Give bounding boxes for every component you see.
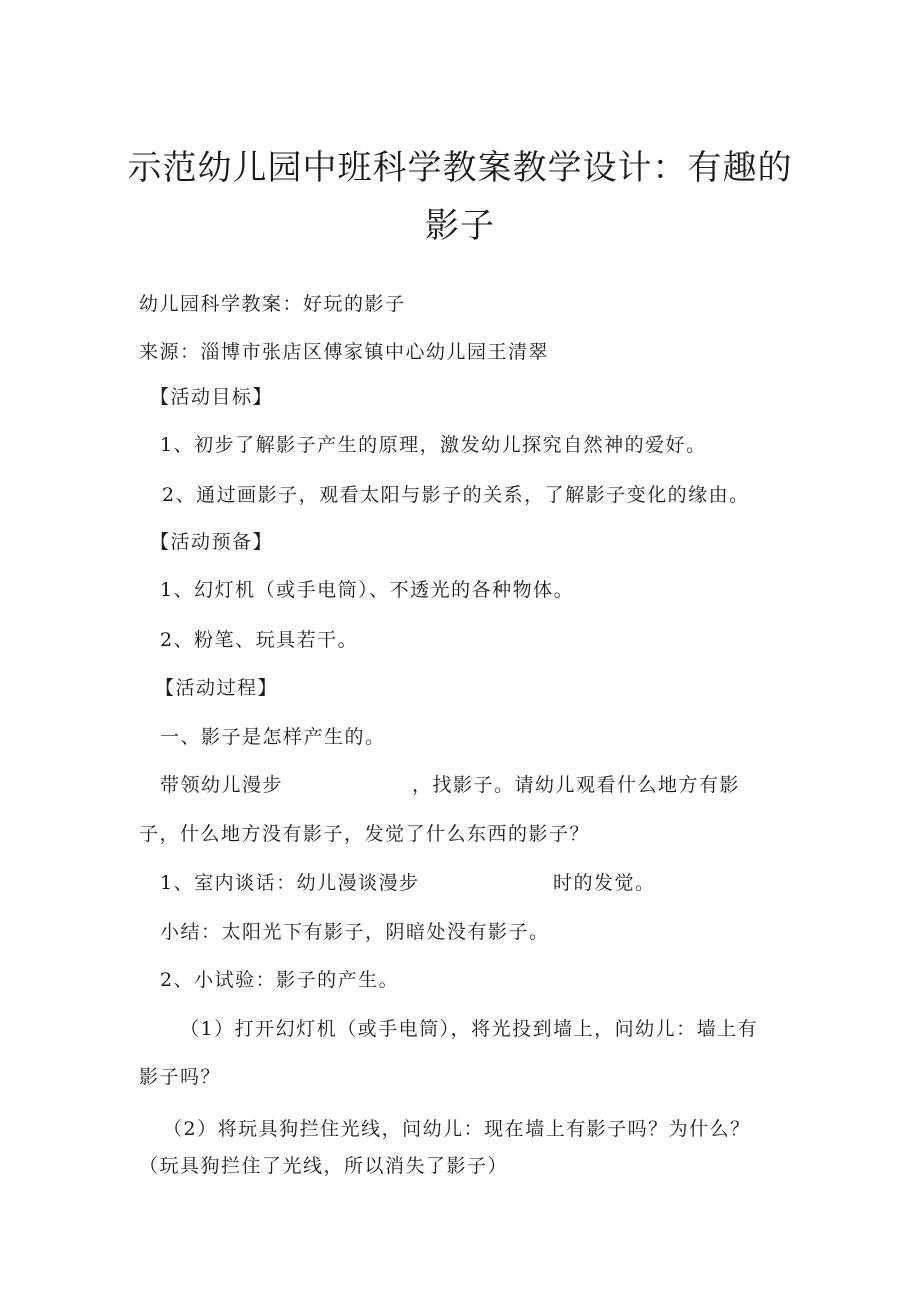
section-heading-process: 【活动过程】 [155, 677, 279, 699]
title-line-2: 影子 [425, 206, 495, 246]
talk-text-part-2: 时的发觉。 [553, 872, 656, 894]
section-heading-prep: 【活动预备】 [150, 531, 274, 553]
source-line: 来源：淄博市张店区傅家镇中心幼儿园王清翠 [139, 341, 550, 363]
walk-text-part-2: ，找影子。请幼儿观看什么地方有影 [412, 774, 741, 796]
step-1-heading: 一、影子是怎样产生的。 [160, 726, 386, 748]
talk-text-part-1: 1、室内谈话：幼儿漫谈漫步 [160, 872, 420, 894]
subtitle: 幼儿园科学教案：好玩的影子 [139, 293, 406, 315]
goal-item-2: 2、通过画影子，观看太阳与影子的关系，了解影子变化的缘由。 [162, 484, 750, 506]
experiment-2-line-2: （玩具狗拦住了光线，所以消失了影子） [139, 1155, 509, 1177]
experiment-1-line-2: 影子吗？ [139, 1066, 222, 1088]
summary-line: 小结：太阳光下有影子，阴暗处没有影子。 [160, 921, 550, 943]
prep-item-2: 2、粉笔、玩具若干。 [160, 629, 359, 651]
walk-text-part-3: 子，什么地方没有影子，发觉了什么东西的影子？ [139, 823, 591, 845]
prep-item-1: 1、幻灯机（或手电筒）、不透光的各种物体。 [160, 579, 575, 601]
experiment-2-line-1: （2）将玩具狗拦住光线，问幼儿：现在墙上有影子吗？为什么？ [163, 1118, 751, 1140]
experiment-1-line-1: （1）打开幻灯机（或手电筒），将光投到墙上，问幼儿：墙上有 [180, 1018, 759, 1040]
walk-text-part-1: 带领幼儿漫步 [160, 774, 284, 796]
goal-item-1: 1、初步了解影子产生的原理，激发幼儿探究自然神的爱好。 [160, 434, 707, 456]
experiment-heading: 2、小试验：影子的产生。 [160, 969, 400, 991]
section-heading-goals: 【活动目标】 [150, 386, 274, 408]
title-line-1: 示范幼儿园中班科学教案教学设计：有趣的 [127, 148, 793, 188]
